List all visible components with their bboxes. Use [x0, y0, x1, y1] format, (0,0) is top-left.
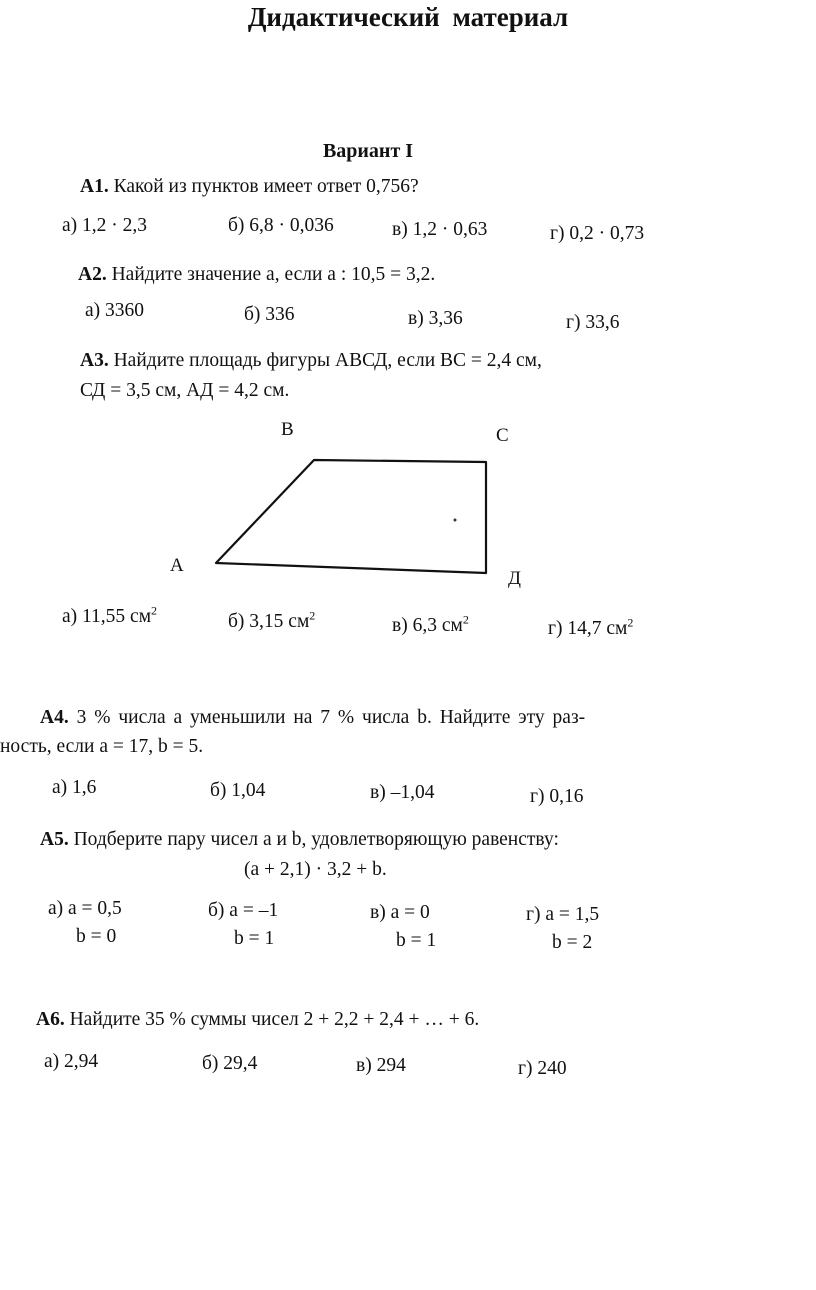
option-a1-d: г) 0,2 · 0,73 [550, 223, 645, 244]
question-text: Какой из пунктов имеет ответ 0,756? [108, 176, 419, 197]
trapezoid-figure [150, 415, 550, 595]
question-number: А4. [40, 707, 69, 728]
question-a4 [40, 707, 585, 729]
question-text: Найдите 35 % суммы чисел 2 + 2,2 + 2,4 + … + 6. [64, 1009, 480, 1030]
option-a1-b: б) 6,8 · 0,036 [228, 215, 334, 236]
question-number: А3. [80, 350, 109, 371]
question-number: А5. [40, 829, 69, 850]
question-text: Найдите площадь фигуры АВСД, если ВС = 2,4 см, [108, 350, 542, 371]
option-a3-d: г) 14,7 $см^2$ [548, 615, 634, 639]
option-a2-b: б) 336 [244, 304, 295, 325]
option-a6-c: в) 294 [356, 1055, 406, 1076]
option-a6-a: а) 2,94 [44, 1051, 99, 1072]
vertex-label-b: В [281, 419, 294, 440]
trapezoid-shape [216, 460, 486, 573]
option-a5-a-b: b = 0 [76, 926, 117, 947]
option-a3-b: б) 3,15 $см^2$ [228, 608, 316, 632]
question-number: А6. [36, 1009, 65, 1030]
variant-title: Вариант I [322, 140, 414, 162]
option-a3-c: в) 6,3 $см^2$ [392, 612, 469, 636]
vertex-label-a: А [170, 555, 184, 576]
question-a1 [80, 176, 419, 198]
speck [454, 519, 457, 522]
page-title: Дидактический материал [247, 2, 569, 32]
option-a6-b: б) 29,4 [202, 1053, 258, 1074]
question-a6 [36, 1009, 479, 1031]
option-a2-c: в) 3,36 [408, 308, 463, 329]
question-a3 [80, 350, 542, 372]
question-a4-continued: ность, если а = 17, b = 5. [0, 736, 204, 757]
question-number: А2. [78, 264, 107, 285]
option-a5-b: б) а = –1 [208, 900, 279, 921]
option-a4-b: б) 1,04 [210, 780, 266, 801]
option-a5-b-b: b = 1 [234, 928, 275, 949]
option-a6-d: г) 240 [518, 1058, 567, 1079]
option-a1-a: а) 1,2 · 2,3 [62, 215, 148, 236]
option-a2-a: а) 3360 [85, 300, 145, 321]
option-a5-c: в) а = 0 [370, 902, 430, 923]
option-a4-a: а) 1,6 [52, 777, 97, 798]
option-a4-d: г) 0,16 [530, 786, 584, 807]
option-a5-c-b: b = 1 [396, 930, 437, 951]
question-number: А1. [80, 176, 109, 197]
question-a3-continued: СД = 3,5 см, АД = 4,2 см. [80, 380, 290, 401]
option-a5-d: г) а = 1,5 [526, 904, 600, 925]
option-a2-d: г) 33,6 [566, 312, 620, 333]
vertex-label-c: С [496, 425, 509, 446]
question-text: Подберите пару чисел а и b, удовлетворяющую равенству: [68, 829, 559, 850]
question-a5-formula: (а + 2,1) · 3,2 + b. [244, 859, 387, 880]
question-a5 [40, 829, 559, 851]
option-a5-a: а) а = 0,5 [48, 898, 122, 919]
vertex-label-d: Д [508, 568, 521, 589]
option-a5-d-b: b = 2 [552, 932, 593, 953]
question-text: 3 % числа а уменьшили на 7 % числа b. Найдите эту раз- [68, 707, 586, 728]
option-a1-c: в) 1,2 · 0,63 [392, 219, 488, 240]
trapezoid-diagram [150, 415, 550, 595]
question-a2 [78, 264, 435, 286]
question-text: Найдите значение а, если а : 10,5 = 3,2. [106, 264, 436, 285]
option-a3-a: а) 11,55 $см^2$ [62, 603, 158, 627]
option-a4-c: в) –1,04 [370, 782, 435, 803]
